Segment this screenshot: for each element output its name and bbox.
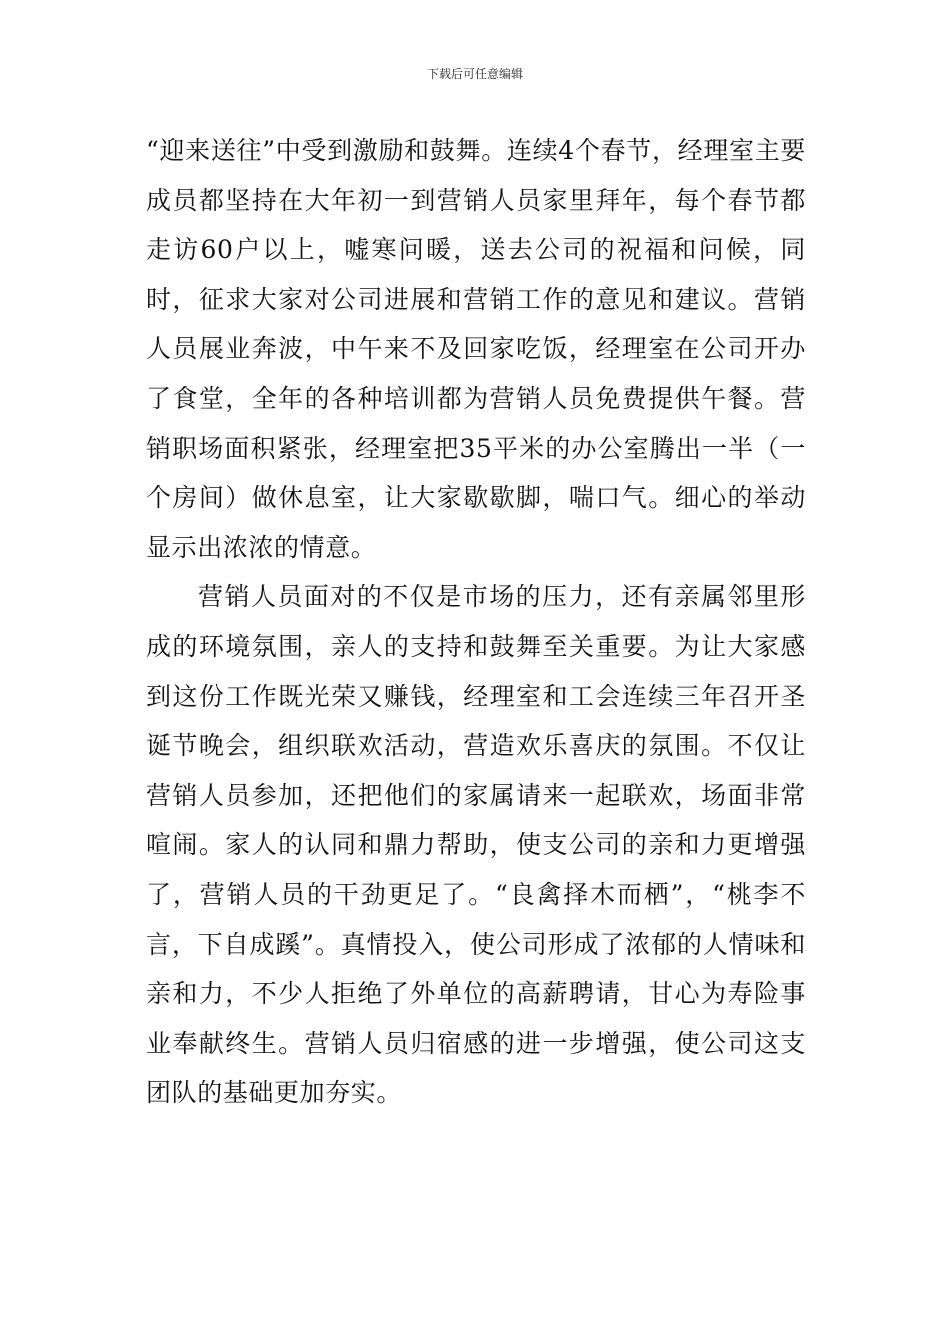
page-header: 下载后可任意编辑	[426, 67, 523, 81]
paragraph-1: “迎来送往”中受到激励和鼓舞。连续4个春节，经理室主要成员都坚持在大年初一到营销人员家里拜年，每个春节都走访60户以上，嘘寒问暖，送去公司的祝福和问候，同时，征求大家对公司进展和营销工作的意见和建议。营销人员展业奔波，中午来不及回家吃饭，经理室在公司开办了食堂，全年的各种培训都为营销人员免费提供午餐。营销职场面积紧张，经理室把35平米的办公室腾出一半（一个房间）做休息室，让大家歇歇脚，喘口气。细心的举动显示出浓浓的情意。	[146, 136, 806, 562]
paragraph-2: 营销人员面对的不仅是市场的压力，还有亲属邻里形成的环境氛围，亲人的支持和鼓舞至关重要。为让大家感到这份工作既光荣又赚钱，经理室和工会连续三年召开圣诞节晚会，组织联欢活动，营造欢乐喜庆的氛围。不仅让营销人员参加，还把他们的家属请来一起联欢，场面非常喧闹。家人的认同和鼎力帮助，使支公司的亲和力更增强了，营销人员的干劲更足了。“良禽择木而栖”，“桃李不言，下自成蹊”。真情投入，使公司形成了浓郁的人情味和亲和力，不少人拒绝了外单位的高薪聘请，甘心为寿险事业奉献终生。营销人员归宿感的进一步增强，使公司这支团队的基础更加夯实。	[146, 582, 806, 1108]
document-body	[146, 126, 806, 1118]
